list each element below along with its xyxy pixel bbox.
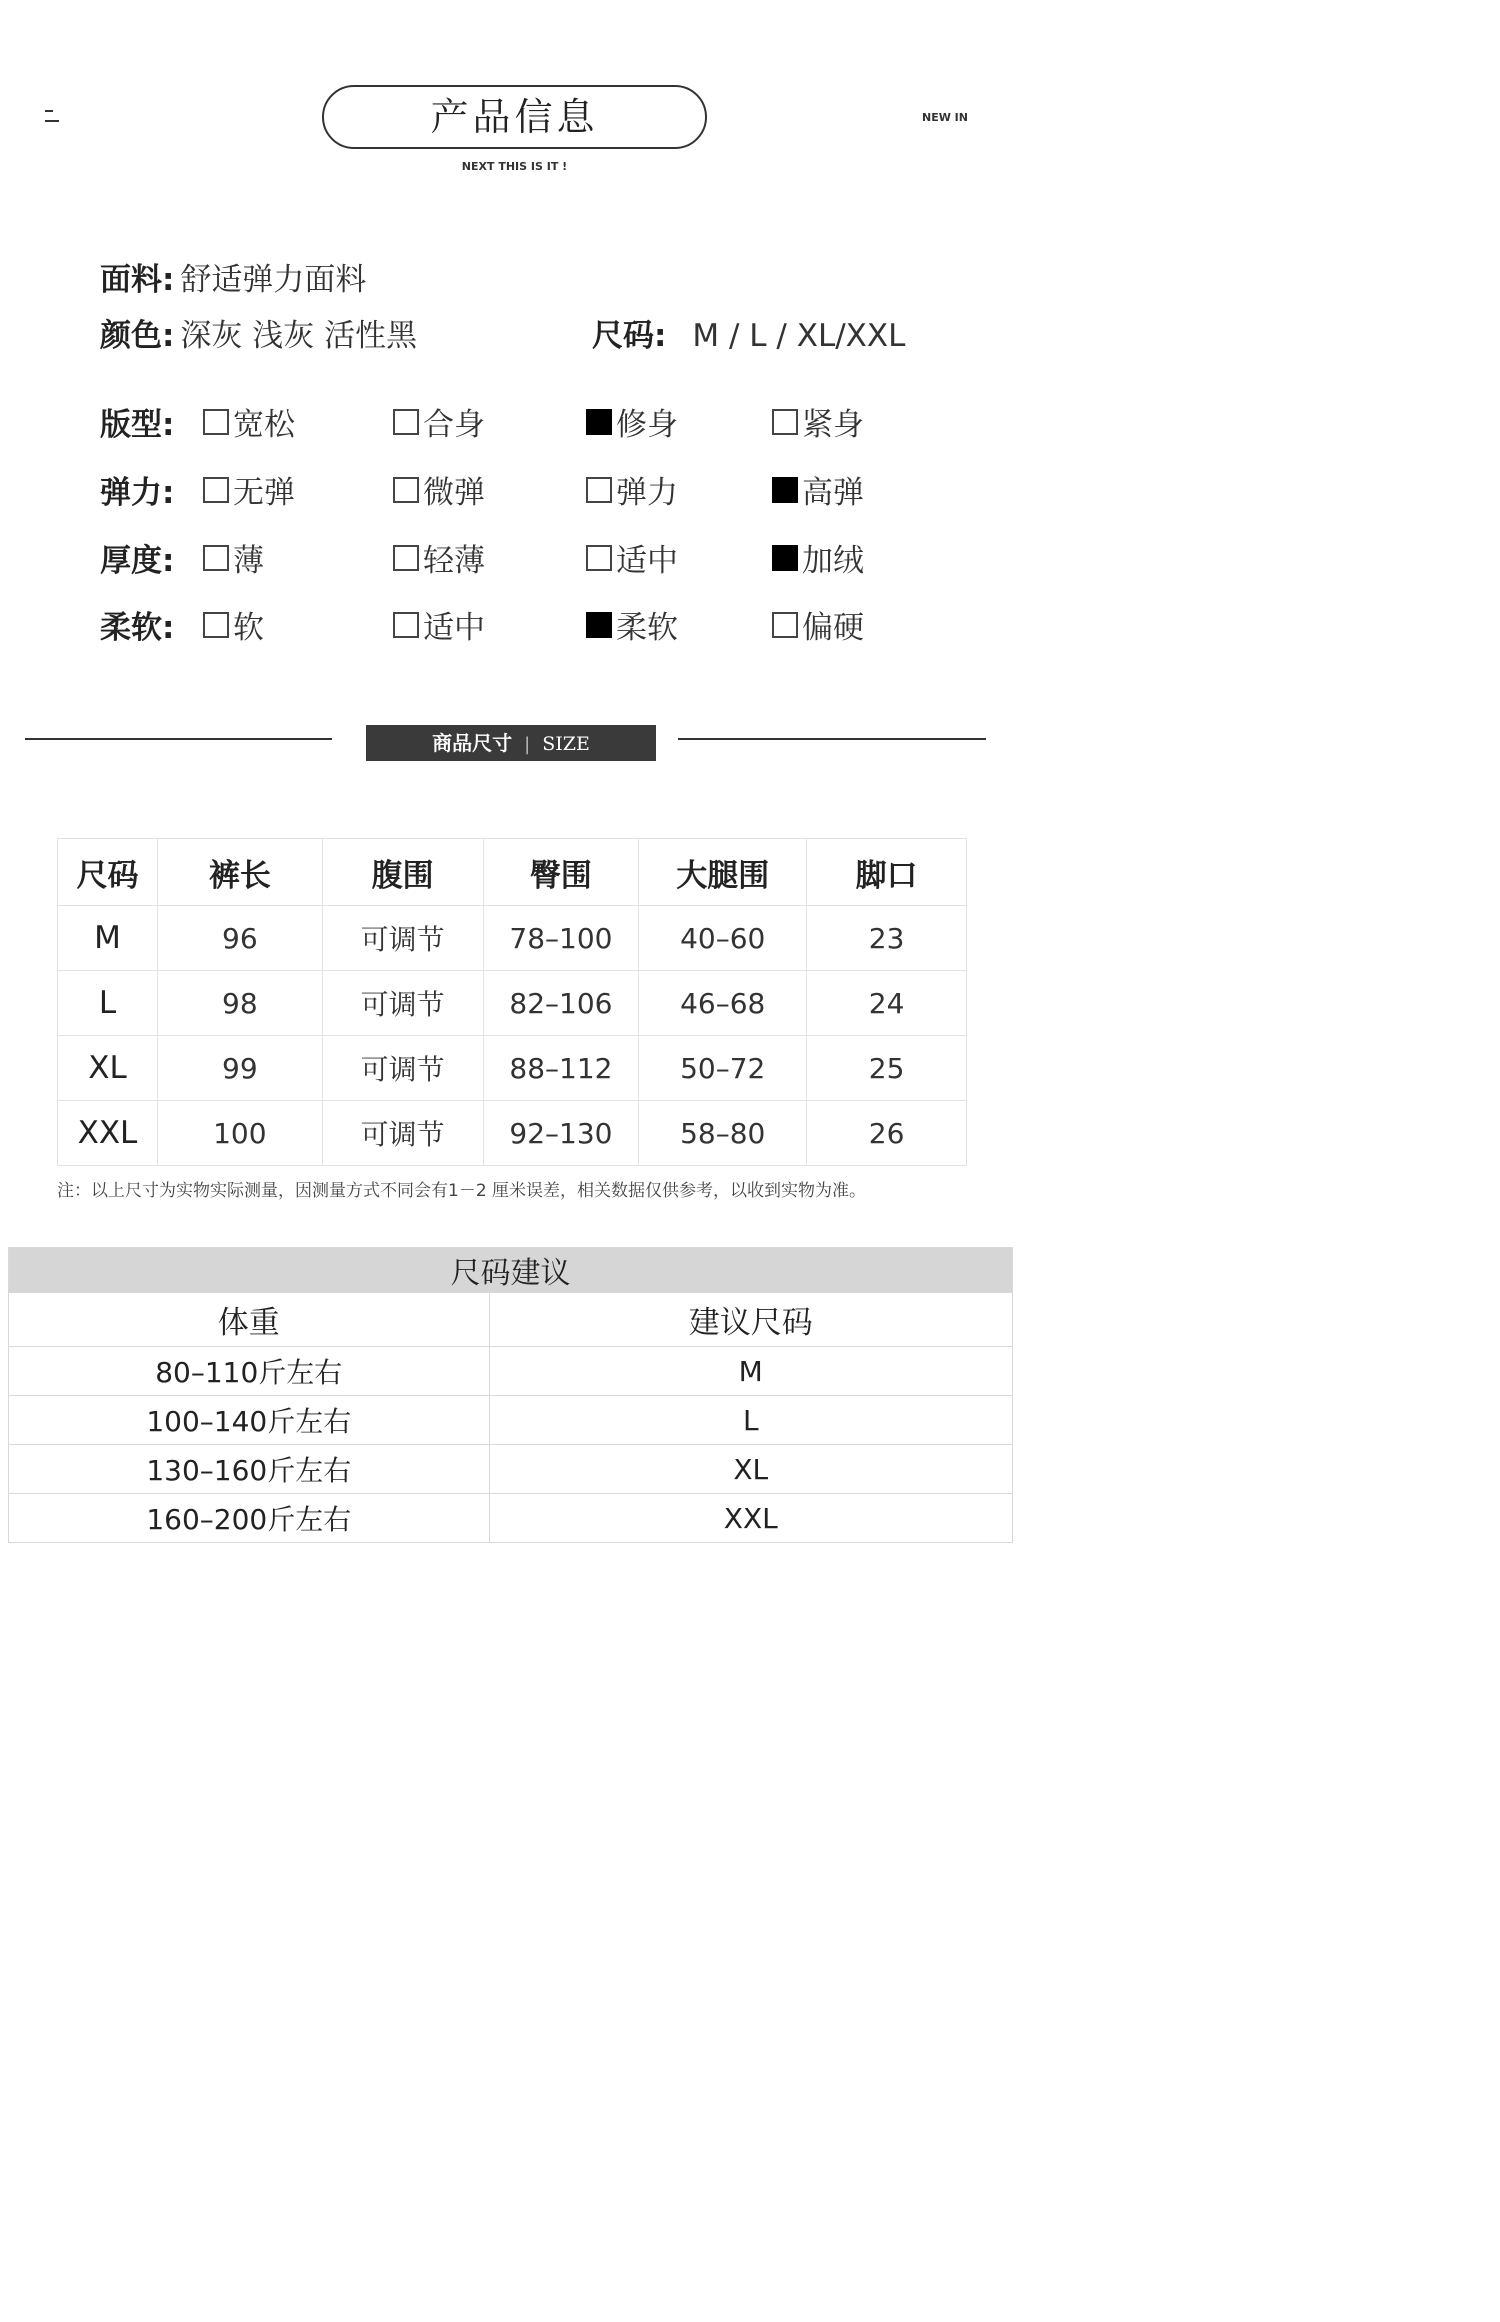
table-title-row [9, 1248, 1013, 1293]
table-cell: L [58, 971, 158, 1036]
table-row [9, 1445, 1013, 1494]
option-text: 微弹 [423, 475, 485, 511]
table-cell: 98 [157, 971, 322, 1036]
page-title: 产品信息 [322, 85, 707, 149]
table-cell: 80–110斤左右 [9, 1347, 490, 1396]
checkbox-icon [393, 612, 419, 638]
table-cell: 82–106 [483, 971, 639, 1036]
column-header: 脚口 [807, 839, 967, 906]
option-high-stretch [772, 467, 864, 512]
option-slight-stretch [393, 467, 485, 512]
checkbox-icon [393, 545, 419, 571]
color-value: 深灰 浅灰 活性黑 [180, 318, 418, 354]
table-header-row [58, 839, 967, 906]
table-cell: 88–112 [483, 1036, 639, 1101]
attribute-row-fit [100, 399, 920, 443]
table-cell: 可调节 [322, 906, 483, 971]
option-text: 偏硬 [802, 610, 864, 646]
checkbox-checked-icon [586, 612, 612, 638]
option-text: 软 [233, 610, 264, 646]
checkbox-icon [393, 477, 419, 503]
table-cell: 50–72 [639, 1036, 807, 1101]
size-info [592, 310, 905, 355]
option-stiff [772, 602, 864, 647]
attribute-label: 版型: [100, 407, 175, 443]
option-very-soft [586, 602, 678, 647]
column-header: 尺码 [58, 839, 158, 906]
color-label: 颜色: [100, 318, 175, 354]
table-cell: 100–140斤左右 [9, 1396, 490, 1445]
table-row [58, 1101, 967, 1166]
checkbox-icon [772, 409, 798, 435]
column-header: 裤长 [157, 839, 322, 906]
checkbox-icon [772, 612, 798, 638]
size-label: 尺码: [592, 318, 667, 354]
option-thin [203, 535, 264, 580]
option-light [393, 535, 485, 580]
option-text: 无弹 [233, 475, 295, 511]
banner-separator: | [524, 734, 531, 755]
table-cell: 可调节 [322, 1036, 483, 1101]
table-cell: XL [489, 1445, 1012, 1494]
checkbox-icon [203, 545, 229, 571]
divider-left [25, 738, 332, 740]
table-cell: 26 [807, 1101, 967, 1166]
option-text: 修身 [616, 407, 678, 443]
attribute-label: 柔软: [100, 610, 175, 646]
option-tight [772, 399, 864, 444]
column-header: 大腿围 [639, 839, 807, 906]
table-cell: 58–80 [639, 1101, 807, 1166]
option-moderate [393, 602, 485, 647]
table-cell: 可调节 [322, 971, 483, 1036]
checkbox-checked-icon [772, 545, 798, 571]
checkbox-icon [393, 409, 419, 435]
table-cell: 99 [157, 1036, 322, 1101]
column-header: 体重 [9, 1293, 490, 1347]
table-cell: L [489, 1396, 1012, 1445]
checkbox-icon [586, 545, 612, 571]
table-cell: 24 [807, 971, 967, 1036]
option-text: 适中 [616, 543, 678, 579]
checkbox-icon [586, 477, 612, 503]
option-regular [393, 399, 485, 444]
size-section-title-en: SIZE [542, 733, 590, 755]
fabric-label: 面料: [100, 262, 175, 298]
table-row [9, 1396, 1013, 1445]
fabric-value: 舒适弹力面料 [180, 262, 367, 298]
table-cell: 92–130 [483, 1101, 639, 1166]
divider-right [678, 738, 986, 740]
table-cell: XXL [489, 1494, 1012, 1543]
table-cell: 78–100 [483, 906, 639, 971]
size-recommendation-table [8, 1247, 1013, 1543]
table-cell: 25 [807, 1036, 967, 1101]
option-medium [586, 535, 678, 580]
table-row [58, 971, 967, 1036]
menu-icon[interactable] [45, 110, 59, 124]
recommendation-title: 尺码建议 [9, 1248, 1013, 1293]
option-text: 加绒 [802, 543, 864, 579]
checkbox-checked-icon [586, 409, 612, 435]
attribute-row-thickness [100, 535, 920, 579]
option-text: 适中 [423, 610, 485, 646]
table-cell: 46–68 [639, 971, 807, 1036]
size-table [57, 838, 967, 1166]
option-slim [586, 399, 678, 444]
table-cell: 130–160斤左右 [9, 1445, 490, 1494]
column-header: 臀围 [483, 839, 639, 906]
size-value: M / L / XL/XXL [692, 318, 906, 354]
table-cell: 96 [157, 906, 322, 971]
column-header: 腹围 [322, 839, 483, 906]
table-cell: 可调节 [322, 1101, 483, 1166]
attribute-row-softness [100, 602, 920, 646]
table-cell: M [58, 906, 158, 971]
option-text: 弹力 [616, 475, 678, 511]
table-cell: 100 [157, 1101, 322, 1166]
option-loose [203, 399, 295, 444]
option-text: 轻薄 [423, 543, 485, 579]
checkbox-checked-icon [772, 477, 798, 503]
color-info [100, 310, 417, 355]
attribute-label: 厚度: [100, 543, 175, 579]
option-text: 柔软 [616, 610, 678, 646]
new-in-badge: NEW IN [922, 111, 968, 124]
table-header-row [9, 1293, 1013, 1347]
table-row [9, 1494, 1013, 1543]
option-soft [203, 602, 264, 647]
size-section-banner [366, 725, 656, 761]
size-section-title: 商品尺寸 [432, 731, 513, 755]
table-row [58, 1036, 967, 1101]
table-cell: M [489, 1347, 1012, 1396]
table-cell: XL [58, 1036, 158, 1101]
option-text: 宽松 [233, 407, 295, 443]
column-header: 建议尺码 [489, 1293, 1012, 1347]
checkbox-icon [203, 409, 229, 435]
table-cell: 40–60 [639, 906, 807, 971]
attribute-label: 弹力: [100, 475, 175, 511]
option-text: 高弹 [802, 475, 864, 511]
option-text: 紧身 [802, 407, 864, 443]
attribute-row-elasticity [100, 467, 920, 511]
checkbox-icon [203, 612, 229, 638]
table-row [9, 1347, 1013, 1396]
table-row [58, 906, 967, 971]
option-no-stretch [203, 467, 295, 512]
fabric-info [100, 254, 366, 299]
measurement-note: 注：以上尺寸为实物实际测量，因测量方式不同会有1－2 厘米误差，相关数据仅供参考，以收到实物为准。 [57, 1181, 867, 1201]
option-text: 薄 [233, 543, 264, 579]
option-stretch [586, 467, 678, 512]
option-text: 合身 [423, 407, 485, 443]
table-cell: 160–200斤左右 [9, 1494, 490, 1543]
checkbox-icon [203, 477, 229, 503]
table-cell: XXL [58, 1101, 158, 1166]
option-fleece [772, 535, 864, 580]
table-cell: 23 [807, 906, 967, 971]
page-subtitle: NEXT THIS IS IT ! [461, 160, 568, 173]
